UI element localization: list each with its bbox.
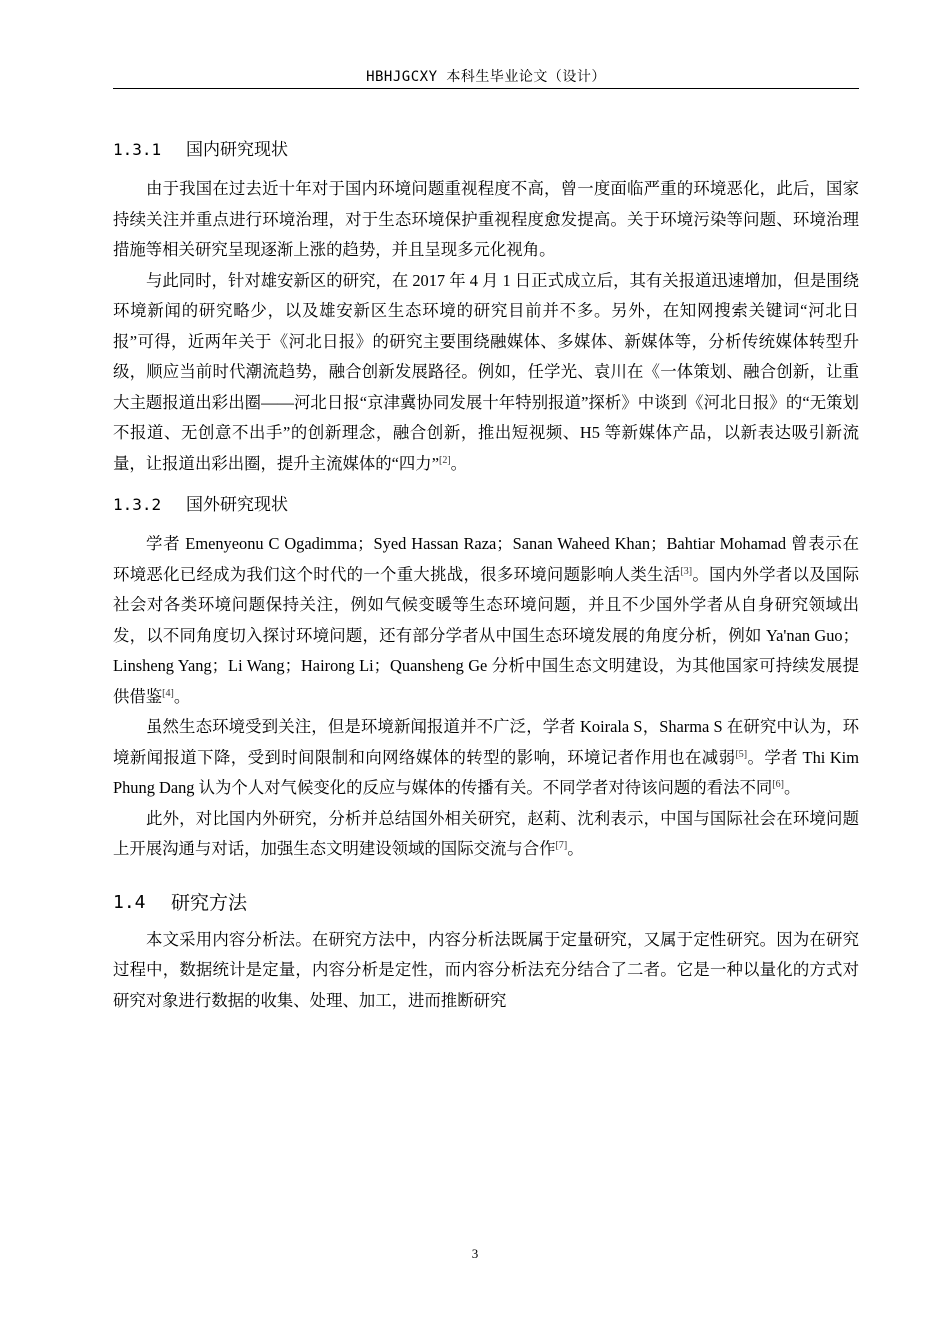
citation: [5] [735, 748, 748, 760]
paragraph-end: 。 [783, 778, 801, 797]
paragraph-text: 与此同时，针对雄安新区的研究，在 2017 年 4 月 1 日正式成立后，其有关报道迅速增加，但是围绕环境新闻的研究略少，以及雄安新区生态环境的研究目前并不多。另外，在知网搜索关键词“河北日报”可得，近两年关于《河北日报》的研究主要围绕融媒体、多媒体、新媒体等，分析传统媒体转型升级，顺应当前时代潮流趋势，融合创新发展路径。例如，任学光、袁川在《一体策划、融合创新，让重大主题报道出彩出圈——河北日报“京津冀协同发展十年特别报道”探析》中谈到《河北日报》的“无策划不报道、无创意不出手”的创新理念，融合创新，推出短视频、H5 等新媒体产品，以新表达吸引新流量，让报道出彩出圈，提升主流媒体的“四力” [113, 270, 859, 473]
paragraph [113, 804, 859, 865]
section-number: 1.3.2 [113, 495, 162, 514]
section-title: 国内研究现状 [186, 140, 288, 160]
citation: [3] [680, 565, 693, 577]
citation: [4] [162, 687, 174, 699]
running-header: HBHJGCXY 本科生毕业论文（设计） [366, 69, 606, 85]
section-heading-1-3-2 [113, 489, 859, 521]
section-title: 研究方法 [171, 891, 248, 914]
page-number: 3 [471, 1246, 479, 1261]
paragraph [113, 529, 859, 712]
body-content [113, 134, 859, 1016]
paragraph-end: 。 [450, 453, 468, 473]
paragraph-end: 。 [567, 839, 584, 858]
section-heading-1-3-1 [113, 134, 859, 166]
paragraph-text: 虽然生态环境受到关注，但是环境新闻报道并不广泛，学者 Koirala S，Sharma S 在研究中认为，环境新闻报道下降，受到时间限制和向网络媒体的转型的影响，环境记者作用也在减弱 [113, 717, 859, 767]
paragraph [113, 174, 859, 266]
paragraph-text: 由于我国在过去近十年对于国内环境问题重视程度不高，曾一度面临严重的环境恶化，此后，国家持续关注并重点进行环境治理，对于生态环境保护重视程度愈发提高。关于环境污染等问题、环境治理措施等相关研究呈现逐渐上涨的趋势，并且呈现多元化视角。 [113, 179, 859, 259]
paragraph-text: 学者 Emenyeonu C Ogadimma；Syed Hassan Raza；Sanan Waheed Khan；Bahtiar Mohamad 曾表示在环境恶化已经成为我们这个时代的一个重大挑战，很多环境问题影响人类生活 [113, 534, 859, 584]
citation: [7] [555, 840, 568, 851]
paragraph-end: 。 [173, 686, 191, 706]
paragraph-text: 。国内外学者以及国际社会对各类环境问题保持关注，例如气候变暖等生态环境问题，并且不少国外学者从自身研究领域出发，以不同角度切入探讨环境问题，还有部分学者从中国生态环境发展的角度分析，例如 Ya'nan Guo；Linsheng Yang；Li Wang；Hairong Li；Quansheng Ge 分析中国生态文明建设，为其他国家可持续发展提供借鉴 [113, 564, 860, 706]
section-number: 1.3.1 [113, 140, 162, 159]
citation: [2] [438, 454, 451, 466]
section-title: 国外研究现状 [186, 495, 288, 515]
paragraph [113, 925, 859, 1017]
paragraph-text: 此外，对比国内外研究，分析并总结国外相关研究，赵莉、沈利表示，中国与国际社会在环境问题上开展沟通与对话，加强生态文明建设领域的国际交流与合作 [113, 808, 859, 858]
paragraph-text: 本文采用内容分析法。在研究方法中，内容分析法既属于定量研究，又属于定性研究。因为在研究过程中，数据统计是定量，内容分析是定性，而内容分析法充分结合了二者。它是一种以量化的方式对研究对象进行数据的收集、处理、加工，进而推断研究 [113, 929, 859, 1010]
paragraph [113, 266, 859, 480]
paragraph-text: 。学者 Thi Kim Phung Dang 认为个人对气候变化的反应与媒体的传播有关。不同学者对待该问题的看法不同 [113, 747, 859, 797]
header-rule [113, 88, 859, 89]
section-number: 1.4 [113, 891, 146, 913]
citation: [6] [772, 779, 784, 790]
paragraph [113, 712, 859, 804]
section-heading-1-4 [113, 883, 859, 923]
